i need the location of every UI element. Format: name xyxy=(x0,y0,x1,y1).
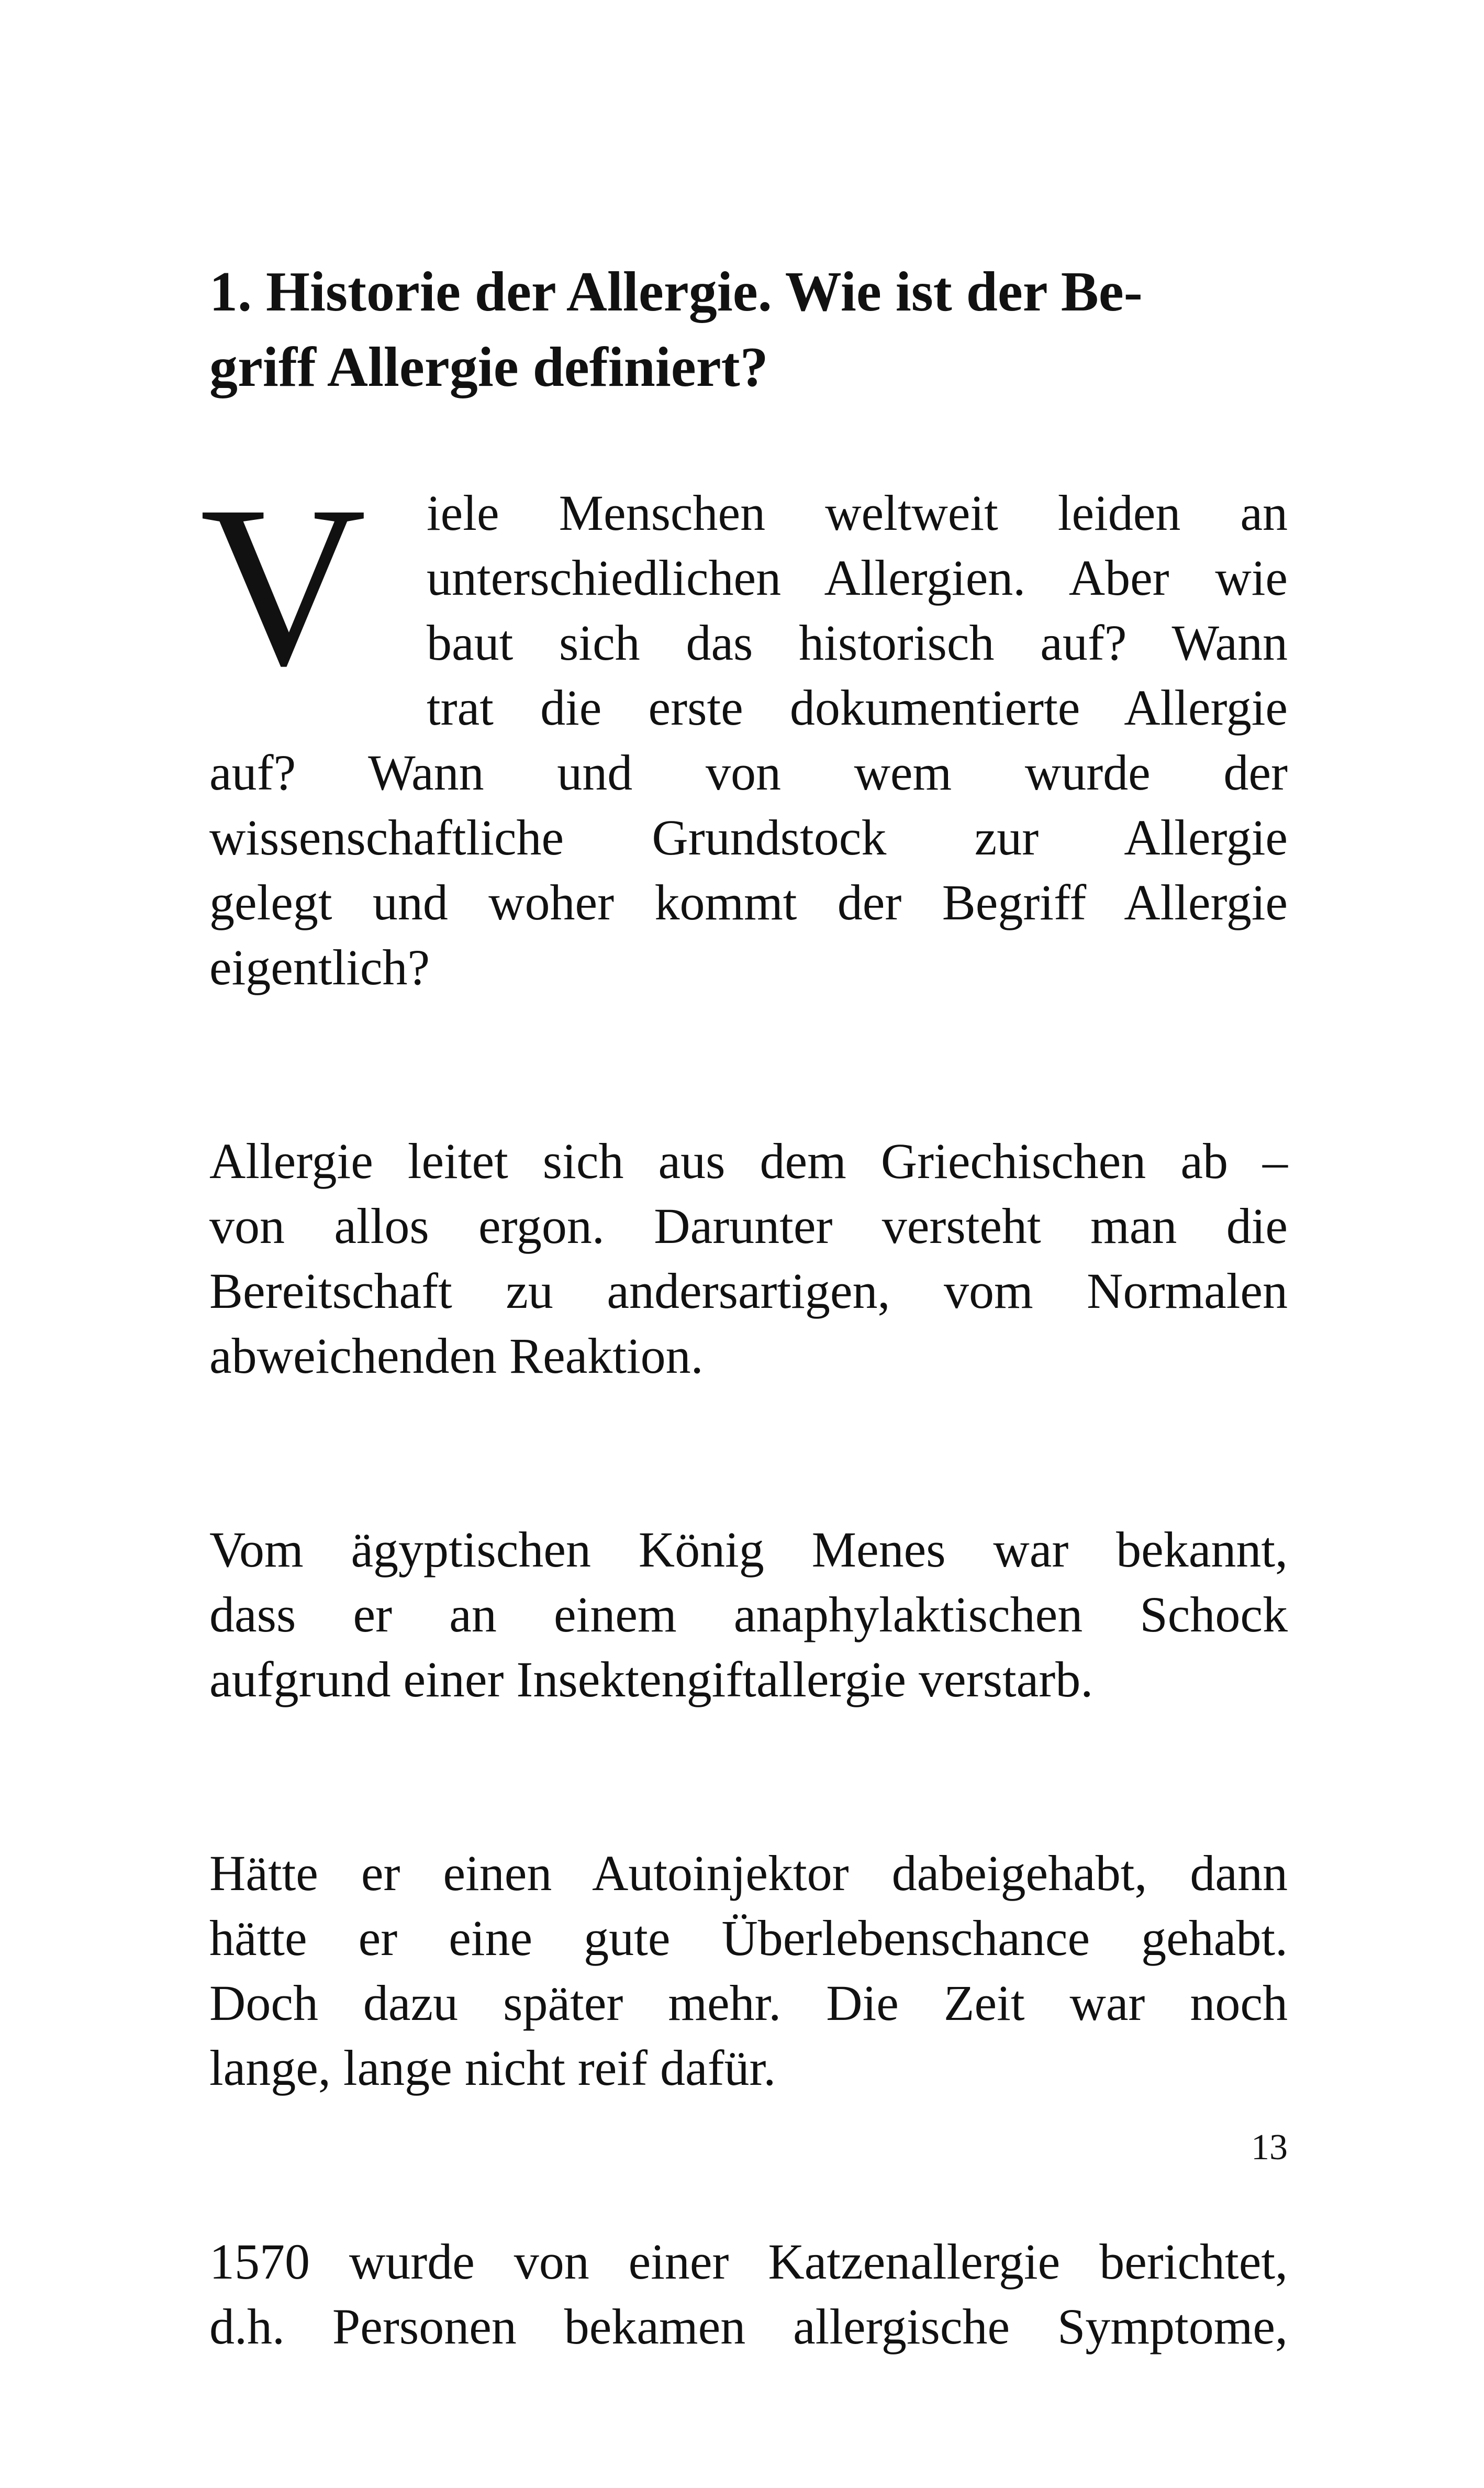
paragraph xyxy=(209,1841,1288,2101)
paragraph-line: Hätte er einen Autoinjektor dabeigehabt, dann xyxy=(209,1845,1288,1901)
paragraph xyxy=(209,1517,1288,1712)
paragraph-line: von allos ergon. Darunter versteht man die xyxy=(209,1198,1288,1254)
paragraph-line: lange, lange nicht reif dafür. xyxy=(209,2040,776,2096)
paragraph-line: aufgrund einer Insektengiftallergie verstarb. xyxy=(209,1651,1094,1707)
intro-paragraph xyxy=(200,459,1288,1000)
paragraph-line: Bereitschaft zu andersartigen, vom Normalen xyxy=(209,1263,1288,1319)
heading-line: griff Allergie definiert? xyxy=(209,336,768,398)
paragraph-line: eigentlich? xyxy=(209,939,430,995)
paragraph xyxy=(209,1129,1288,1389)
paragraph-line: baut sich das historisch auf? Wann xyxy=(427,615,1288,671)
paragraph xyxy=(209,2229,1288,2359)
paragraph-line: Doch dazu später mehr. Die Zeit war noch xyxy=(209,1975,1288,2031)
chapter-heading xyxy=(209,254,1288,405)
paragraph-line: Vom ägyptischen König Menes war bekannt, xyxy=(209,1521,1288,1578)
paragraph-line: Allergie leitet sich aus dem Griechischen ab – xyxy=(209,1133,1288,1189)
paragraph-line: dass er an einem anaphylaktischen Schock xyxy=(209,1586,1288,1642)
paragraph-line: iele Menschen weltweit leiden an xyxy=(427,485,1288,541)
paragraph-line: abweichenden Reaktion. xyxy=(209,1328,704,1384)
heading-line: 1. Historie der Allergie. Wie ist der Be- xyxy=(209,261,1143,323)
paragraph-line: d.h. Personen bekamen allergische Symptome, xyxy=(209,2298,1288,2354)
paragraph-line: wissenschaftliche Grundstock zur Allergie xyxy=(209,809,1288,865)
body-text xyxy=(200,459,1288,2488)
paragraph-line: auf? Wann und von wem wurde der xyxy=(209,745,1288,801)
paragraph-line: trat die erste dokumentierte Allergie xyxy=(427,680,1288,736)
paragraph-line: gelegt und woher kommt der Begriff Allergie xyxy=(209,874,1288,930)
page-number: 13 xyxy=(1251,2127,1288,2168)
drop-cap: V xyxy=(200,459,366,714)
book-page xyxy=(200,0,1288,2354)
paragraph-line: 1570 wurde von einer Katzenallergie berichtet, xyxy=(209,2234,1288,2290)
paragraph-line: hätte er eine gute Überlebenschance gehabt. xyxy=(209,1910,1288,1966)
paragraph-line: unterschiedlichen Allergien. Aber wie xyxy=(427,550,1288,606)
